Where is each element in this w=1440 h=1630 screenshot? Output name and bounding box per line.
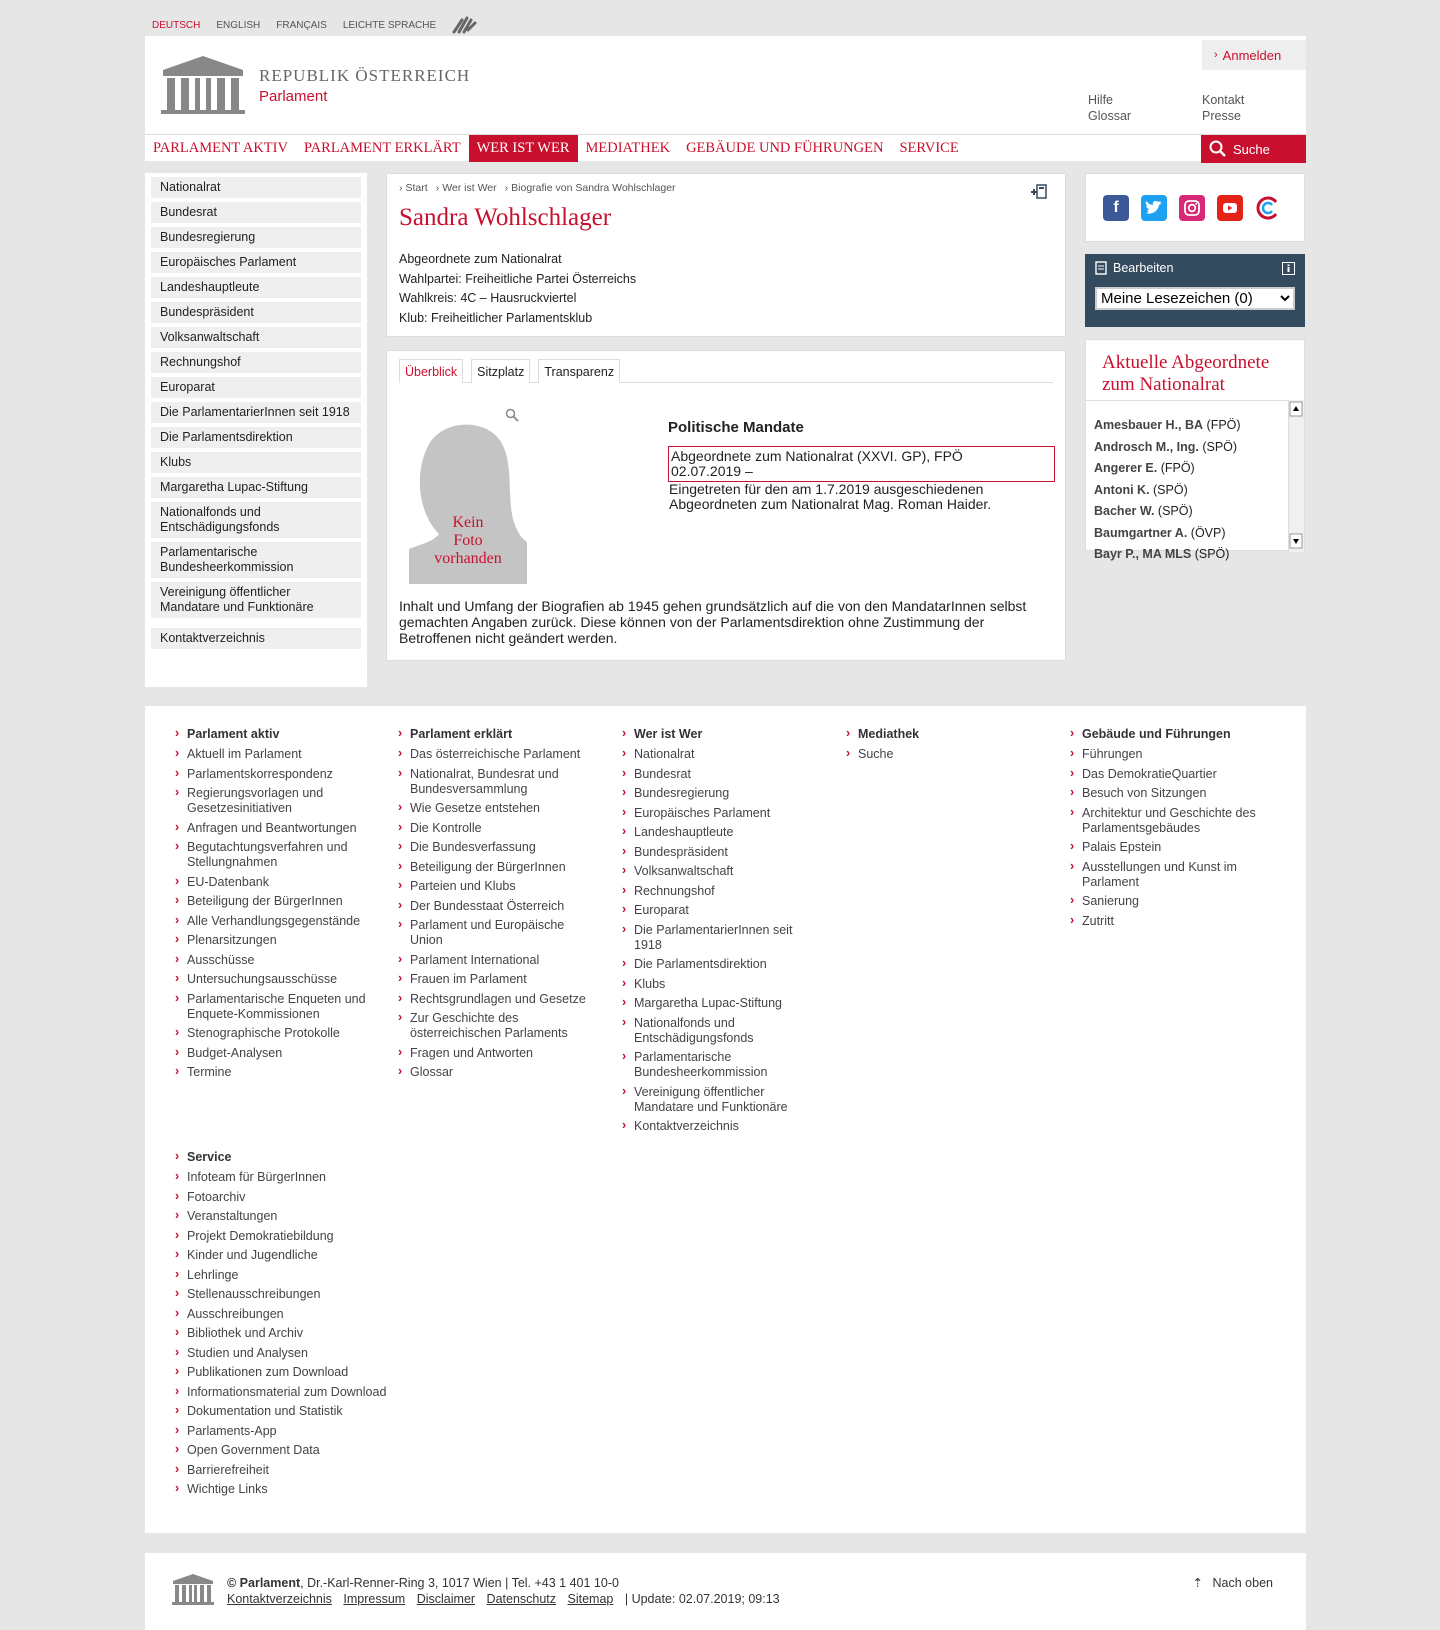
sitemap-link[interactable]: › Das DemokratieQuartier <box>1070 767 1270 782</box>
arrow-up-icon: ⇡ <box>1192 1576 1204 1590</box>
parliament-building-icon <box>159 54 247 116</box>
sitemap-heading[interactable]: › Service <box>175 1150 405 1164</box>
sitemap-link[interactable]: › Lehrlinge <box>175 1268 405 1283</box>
footer-link-kontakt[interactable]: Kontaktverzeichnis <box>227 1592 332 1606</box>
sitemap-link[interactable]: › EU-Datenbank <box>175 875 375 890</box>
sitemap-link[interactable]: › Die Parlamentsdirektion <box>622 957 822 972</box>
sitemap-link[interactable]: › Europarat <box>622 903 822 918</box>
no-photo-line2: Foto <box>453 532 483 549</box>
sidebar-item-nationalfonds[interactable]: Nationalfonds und Entschädigungsfonds <box>151 502 361 538</box>
sitemap-link[interactable]: › Dokumentation und Statistik <box>175 1404 405 1419</box>
sitemap-link[interactable]: › Die ParlamentarierInnen seit 1918 <box>622 923 822 953</box>
sitemap-link[interactable]: › Beteiligung der BürgerInnen <box>398 860 598 875</box>
page-footer <box>145 1553 1306 1630</box>
link-kontakt[interactable]: Kontakt <box>1202 93 1245 107</box>
sitemap-link[interactable]: › Sanierung <box>1070 894 1270 909</box>
sitemap-link[interactable]: › Fragen und Antworten <box>398 1046 598 1061</box>
footer-link-datenschutz[interactable]: Datenschutz <box>486 1592 557 1606</box>
sitemap-link[interactable]: › Volksanwaltschaft <box>622 864 822 879</box>
footer-link-impressum[interactable]: Impressum <box>343 1592 406 1606</box>
search-icon <box>1209 140 1227 158</box>
breadcrumb-wer-ist-wer[interactable]: › Wer ist Wer <box>436 182 497 194</box>
sitemap-link[interactable]: › Margaretha Lupac-Stiftung <box>622 996 822 1011</box>
sidebar-item-kontaktverzeichnis[interactable]: Kontaktverzeichnis <box>151 628 361 649</box>
zoom-icon[interactable] <box>505 408 519 422</box>
login-label: Anmelden <box>1222 47 1282 63</box>
sitemap-link[interactable]: › Parlaments-App <box>175 1424 405 1439</box>
sitemap-link[interactable]: › Landeshauptleute <box>622 825 822 840</box>
sitemap-link[interactable]: › Kontaktverzeichnis <box>622 1119 822 1134</box>
fact-district: Wahlkreis: 4C – Hausruckviertel <box>399 291 577 305</box>
nav-mediathek[interactable]: MEDIATHEK <box>585 140 671 156</box>
youtube-icon[interactable] <box>1217 195 1243 221</box>
parliament-building-icon <box>171 1573 215 1607</box>
sitemap-link[interactable]: › Veranstaltungen <box>175 1209 405 1224</box>
mandate-note: Eingetreten für den am 1.7.2019 ausgeschiedenen Abgeordneten zum Nationalrat Mag. Roman Haider. <box>669 481 992 512</box>
members-list <box>1086 401 1304 566</box>
sitemap-link[interactable]: › Rechnungshof <box>622 884 822 899</box>
sitemap-link[interactable]: › Zur Geschichte des österreichischen Parlaments <box>398 1011 598 1041</box>
current-members-title: Aktuelle Abgeordnete zum Nationalrat <box>1086 340 1304 401</box>
sitemap-heading[interactable]: › Parlament erklärt <box>398 727 598 741</box>
sitemap-link[interactable]: › Parlament International <box>398 953 598 968</box>
edit-panel <box>1085 254 1305 327</box>
bio-facts <box>399 250 1053 328</box>
sitemap-link[interactable]: › Untersuchungsausschüsse <box>175 972 375 987</box>
tab-bar <box>399 359 1053 383</box>
sitemap-heading[interactable]: › Wer ist Wer <box>622 727 822 741</box>
sitemap-link[interactable]: › Plenarsitzungen <box>175 933 375 948</box>
sitemap-link[interactable]: › Stellenausschreibungen <box>175 1287 405 1302</box>
list-item[interactable]: Antoni K. (SPÖ) <box>1094 482 1188 497</box>
link-presse[interactable]: Presse <box>1202 109 1241 123</box>
mandate-date: 02.07.2019 – <box>671 463 753 479</box>
mediathek-app-icon[interactable] <box>1255 195 1281 221</box>
bio-card <box>386 173 1066 337</box>
lang-english[interactable]: ENGLISH <box>216 20 261 31</box>
current-members-panel <box>1085 339 1305 561</box>
sitemap-link[interactable]: › Aktuell im Parlament <box>175 747 375 762</box>
sitemap-link[interactable]: › Kinder und Jugendliche <box>175 1248 405 1263</box>
sitemap-link[interactable]: › Die Kontrolle <box>398 821 598 836</box>
sitemap-link[interactable]: › Barrierefreiheit <box>175 1463 405 1478</box>
list-item[interactable]: Bayr P., MA MLS (SPÖ) <box>1094 547 1230 561</box>
tab-transparenz[interactable]: Transparenz <box>538 359 620 383</box>
members-scrollbar[interactable] <box>1288 400 1304 552</box>
breadcrumb-start[interactable]: › Start <box>399 182 428 194</box>
sitemap-link[interactable]: › Europäisches Parlament <box>622 806 822 821</box>
sidebar-nav <box>145 173 367 687</box>
sitemap-link[interactable]: › Parlamentarische Enqueten und Enquete-Kommissionen <box>175 992 375 1022</box>
mandate-title: Abgeordnete zum Nationalrat (XXVI. GP), FPÖ <box>671 448 963 464</box>
twitter-icon[interactable] <box>1141 195 1167 221</box>
sitemap-link[interactable]: › Wichtige Links <box>175 1482 405 1497</box>
sitemap-link[interactable]: › Suche <box>846 747 1046 762</box>
sitemap-link[interactable]: › Glossar <box>398 1065 598 1080</box>
sitemap-link[interactable]: › Wie Gesetze entstehen <box>398 801 598 816</box>
nav-parlament-erklaert[interactable]: PARLAMENT ERKLÄRT <box>303 140 461 156</box>
sitemap-link[interactable]: › Anfragen und Beantwortungen <box>175 821 375 836</box>
facebook-icon[interactable]: f <box>1103 195 1129 221</box>
sidebar-item-rechnungshof[interactable]: Rechnungshof <box>151 352 361 373</box>
main-nav <box>145 134 1306 161</box>
lang-leichte-sprache[interactable]: LEICHTE SPRACHE <box>342 20 437 31</box>
footer-sitemap <box>145 706 1306 1533</box>
bookmarks-select[interactable] <box>1095 287 1295 310</box>
sidebar-item-bundespraesident[interactable]: Bundespräsident <box>151 302 361 323</box>
sidebar-item-klubs[interactable]: Klubs <box>151 452 361 473</box>
sitemap-link[interactable]: › Bundesrat <box>622 767 822 782</box>
footer-address: , Dr.-Karl-Renner-Ring 3, 1017 Wien | Tel. +43 1 401 10-0 <box>300 1576 619 1590</box>
search-label: Suche <box>1233 141 1270 157</box>
sitemap-link[interactable]: › Palais Epstein <box>1070 840 1270 855</box>
sitemap-heading[interactable]: › Parlament aktiv <box>175 727 375 741</box>
fact-party: Wahlpartei: Freiheitliche Partei Österreichs <box>399 271 637 286</box>
help-links <box>1088 92 1131 124</box>
sidebar-item-bundesregierung[interactable]: Bundesregierung <box>151 227 361 248</box>
footer-link-sitemap[interactable]: Sitemap <box>567 1592 614 1606</box>
social-links <box>1085 173 1305 242</box>
footer-brand: © Parlament <box>227 1576 301 1590</box>
nav-gebaeude[interactable]: GEBÄUDE UND FÜHRUNGEN <box>686 140 884 156</box>
add-bookmark-icon[interactable] <box>1031 184 1047 200</box>
sitemap-col-mediathek <box>846 727 1046 767</box>
sidebar-item-eu-parlament[interactable]: Europäisches Parlament <box>151 252 361 273</box>
sitemap-col-aktiv <box>175 727 375 1085</box>
political-mandates <box>668 419 1055 512</box>
sitemap-link[interactable]: › Stenographische Protokolle <box>175 1026 375 1041</box>
language-bar <box>152 14 478 37</box>
sitemap-link[interactable]: › Das österreichische Parlament <box>398 747 598 762</box>
sitemap-link[interactable]: › Budget-Analysen <box>175 1046 375 1061</box>
sitemap-link[interactable]: › Regierungsvorlagen und Gesetzesinitiativen <box>175 786 375 816</box>
sitemap-link[interactable]: › Bundespräsident <box>622 845 822 860</box>
sitemap-link[interactable]: › Klubs <box>622 977 822 992</box>
bio-details <box>386 350 1066 661</box>
sitemap-link[interactable]: › Zutritt <box>1070 914 1270 929</box>
sitemap-link[interactable]: › Termine <box>175 1065 375 1080</box>
footer-link-disclaimer[interactable]: Disclaimer <box>416 1592 476 1606</box>
sidebar-item-nationalrat[interactable]: Nationalrat <box>151 177 361 198</box>
mandates-title: Politische Mandate <box>668 419 804 436</box>
sitemap-link[interactable]: › Nationalrat <box>622 747 822 762</box>
sitemap-link[interactable]: › Architektur und Geschichte des Parlamentsgebäudes <box>1070 806 1270 836</box>
sitemap-link[interactable]: › Rechtsgrundlagen und Gesetze <box>398 992 598 1007</box>
login-button[interactable] <box>1202 40 1306 70</box>
footer-update: | Update: 02.07.2019; 09:13 <box>624 1592 780 1606</box>
back-to-top-link[interactable] <box>1193 1575 1273 1590</box>
breadcrumb <box>399 182 1053 194</box>
logo-title: REPUBLIK ÖSTERREICH <box>259 65 471 85</box>
sitemap-link[interactable]: › Ausschreibungen <box>175 1307 405 1322</box>
sidebar-item-bundesheerkommission[interactable]: Parlamentarische Bundesheerkommission <box>151 542 361 578</box>
sitemap-link[interactable]: › Alle Verhandlungsgegenstände <box>175 914 375 929</box>
chevron-right-icon: › <box>1214 49 1218 61</box>
logo-subtitle: Parlament <box>259 87 328 105</box>
sitemap-link[interactable]: › Infoteam für BürgerInnen <box>175 1170 405 1185</box>
sign-language-icon[interactable] <box>452 14 478 37</box>
bio-disclaimer: Inhalt und Umfang der Biografien ab 1945 gehen grundsätzlich auf die von den MandatarInnen selbst gemachten Angaben zurück. Diese können von der Parlamentsdirektion ohne Zustimmung der Betroffenen nicht geändert werden. <box>399 598 1027 646</box>
sitemap-link[interactable]: › Frauen im Parlament <box>398 972 598 987</box>
sidebar-item-volksanwaltschaft[interactable]: Volksanwaltschaft <box>151 327 361 348</box>
info-icon[interactable] <box>1282 262 1295 275</box>
sitemap-link[interactable]: › Open Government Data <box>175 1443 405 1458</box>
nav-service[interactable]: SERVICE <box>899 140 959 156</box>
sidebar-item-parlamentsdirektion[interactable]: Die Parlamentsdirektion <box>151 427 361 448</box>
list-item[interactable]: Bacher W. (SPÖ) <box>1094 504 1193 518</box>
bookmark-list-icon <box>1095 261 1107 275</box>
sitemap-link[interactable]: › Nationalfonds und Entschädigungsfonds <box>622 1016 822 1046</box>
search-button[interactable] <box>1201 135 1306 163</box>
sitemap-link[interactable]: › Parlamentskorrespondenz <box>175 767 375 782</box>
sitemap-link[interactable]: › Nationalrat, Bundesrat und Bundesversammlung <box>398 767 598 797</box>
list-item[interactable]: Baumgartner A. (ÖVP) <box>1094 525 1226 540</box>
tab-sitzplatz[interactable]: Sitzplatz <box>471 359 530 383</box>
sitemap-link[interactable]: › Ausstellungen und Kunst im Parlament <box>1070 860 1270 890</box>
sidebar-item-europarat[interactable]: Europarat <box>151 377 361 398</box>
no-photo-placeholder <box>409 414 527 584</box>
tab-ueberblick[interactable]: Überblick <box>399 359 463 383</box>
sidebar-item-bundesrat[interactable]: Bundesrat <box>151 202 361 223</box>
sitemap-link[interactable]: › Studien und Analysen <box>175 1346 405 1361</box>
sitemap-link[interactable]: › Bibliothek und Archiv <box>175 1326 405 1341</box>
sitemap-link[interactable]: › Parteien und Klubs <box>398 879 598 894</box>
sitemap-link[interactable]: › Publikationen zum Download <box>175 1365 405 1380</box>
sitemap-link[interactable]: › Vereinigung öffentlicher Mandatare und Funktionäre <box>622 1085 822 1115</box>
sitemap-link[interactable]: › Die Bundesverfassung <box>398 840 598 855</box>
link-hilfe[interactable]: Hilfe <box>1088 93 1114 107</box>
link-glossar[interactable]: Glossar <box>1088 109 1132 123</box>
sitemap-link[interactable]: › Beteiligung der BürgerInnen <box>175 894 375 909</box>
no-photo-line3: vorhanden <box>434 550 502 567</box>
sitemap-link[interactable]: › Projekt Demokratiebildung <box>175 1229 405 1244</box>
fact-club: Klub: Freiheitlicher Parlamentsklub <box>399 310 593 325</box>
sitemap-heading[interactable]: › Mediathek <box>846 727 1046 741</box>
sidebar-item-landeshauptleute[interactable]: Landeshauptleute <box>151 277 361 298</box>
nav-parlament-aktiv[interactable]: PARLAMENT AKTIV <box>153 140 288 156</box>
no-photo-line1: Kein <box>452 514 484 531</box>
back-to-top-label: Nach oben <box>1212 1576 1273 1590</box>
sitemap-col-wer <box>622 727 822 1139</box>
sidebar-item-parlamentarierinnen[interactable]: Die ParlamentarierInnen seit 1918 <box>151 402 361 423</box>
mandate-entry <box>668 446 1055 482</box>
list-item[interactable]: Amesbauer H., BA (FPÖ) <box>1094 418 1241 432</box>
list-item[interactable]: Angerer E. (FPÖ) <box>1094 461 1195 475</box>
sitemap-heading[interactable]: › Gebäude und Führungen <box>1070 727 1270 741</box>
sitemap-link[interactable]: › Parlament und Europäische Union <box>398 918 598 948</box>
sitemap-col-erklaert <box>398 727 598 1085</box>
nav-wer-ist-wer[interactable]: WER IST WER <box>469 135 578 162</box>
sitemap-link[interactable]: › Ausschüsse <box>175 953 375 968</box>
page-title: Sandra Wohlschlager <box>399 204 612 231</box>
edit-title: Bearbeiten <box>1113 261 1174 275</box>
sitemap-link[interactable]: › Parlamentarische Bundesheerkommission <box>622 1050 822 1080</box>
contact-links <box>1202 92 1244 124</box>
sitemap-link[interactable]: › Fotoarchiv <box>175 1190 405 1205</box>
sitemap-col-service <box>175 1150 405 1502</box>
sidebar-item-lupac-stiftung[interactable]: Margaretha Lupac-Stiftung <box>151 477 361 498</box>
list-item[interactable]: Androsch M., Ing. (SPÖ) <box>1094 439 1238 454</box>
fact-role: Abgeordnete zum Nationalrat <box>399 252 562 266</box>
parliament-logo[interactable] <box>159 54 470 116</box>
sidebar-item-vereinigung[interactable]: Vereinigung öffentlicher Mandatare und Funktionäre <box>151 582 361 618</box>
sitemap-link[interactable]: › Bundesregierung <box>622 786 822 801</box>
breadcrumb-current: › Biografie von Sandra Wohlschlager <box>505 182 676 194</box>
sitemap-link[interactable]: › Besuch von Sitzungen <box>1070 786 1270 801</box>
lang-francais[interactable]: FRANÇAIS <box>276 20 327 31</box>
sitemap-col-gebaeude <box>1070 727 1270 933</box>
sitemap-link[interactable]: › Führungen <box>1070 747 1270 762</box>
sitemap-link[interactable]: › Der Bundesstaat Österreich <box>398 899 598 914</box>
lang-deutsch[interactable]: DEUTSCH <box>152 20 201 31</box>
sitemap-link[interactable]: › Informationsmaterial zum Download <box>175 1385 405 1400</box>
sitemap-link[interactable]: › Begutachtungsverfahren und Stellungnahmen <box>175 840 375 870</box>
instagram-icon[interactable] <box>1179 195 1205 221</box>
site-header <box>145 36 1306 161</box>
